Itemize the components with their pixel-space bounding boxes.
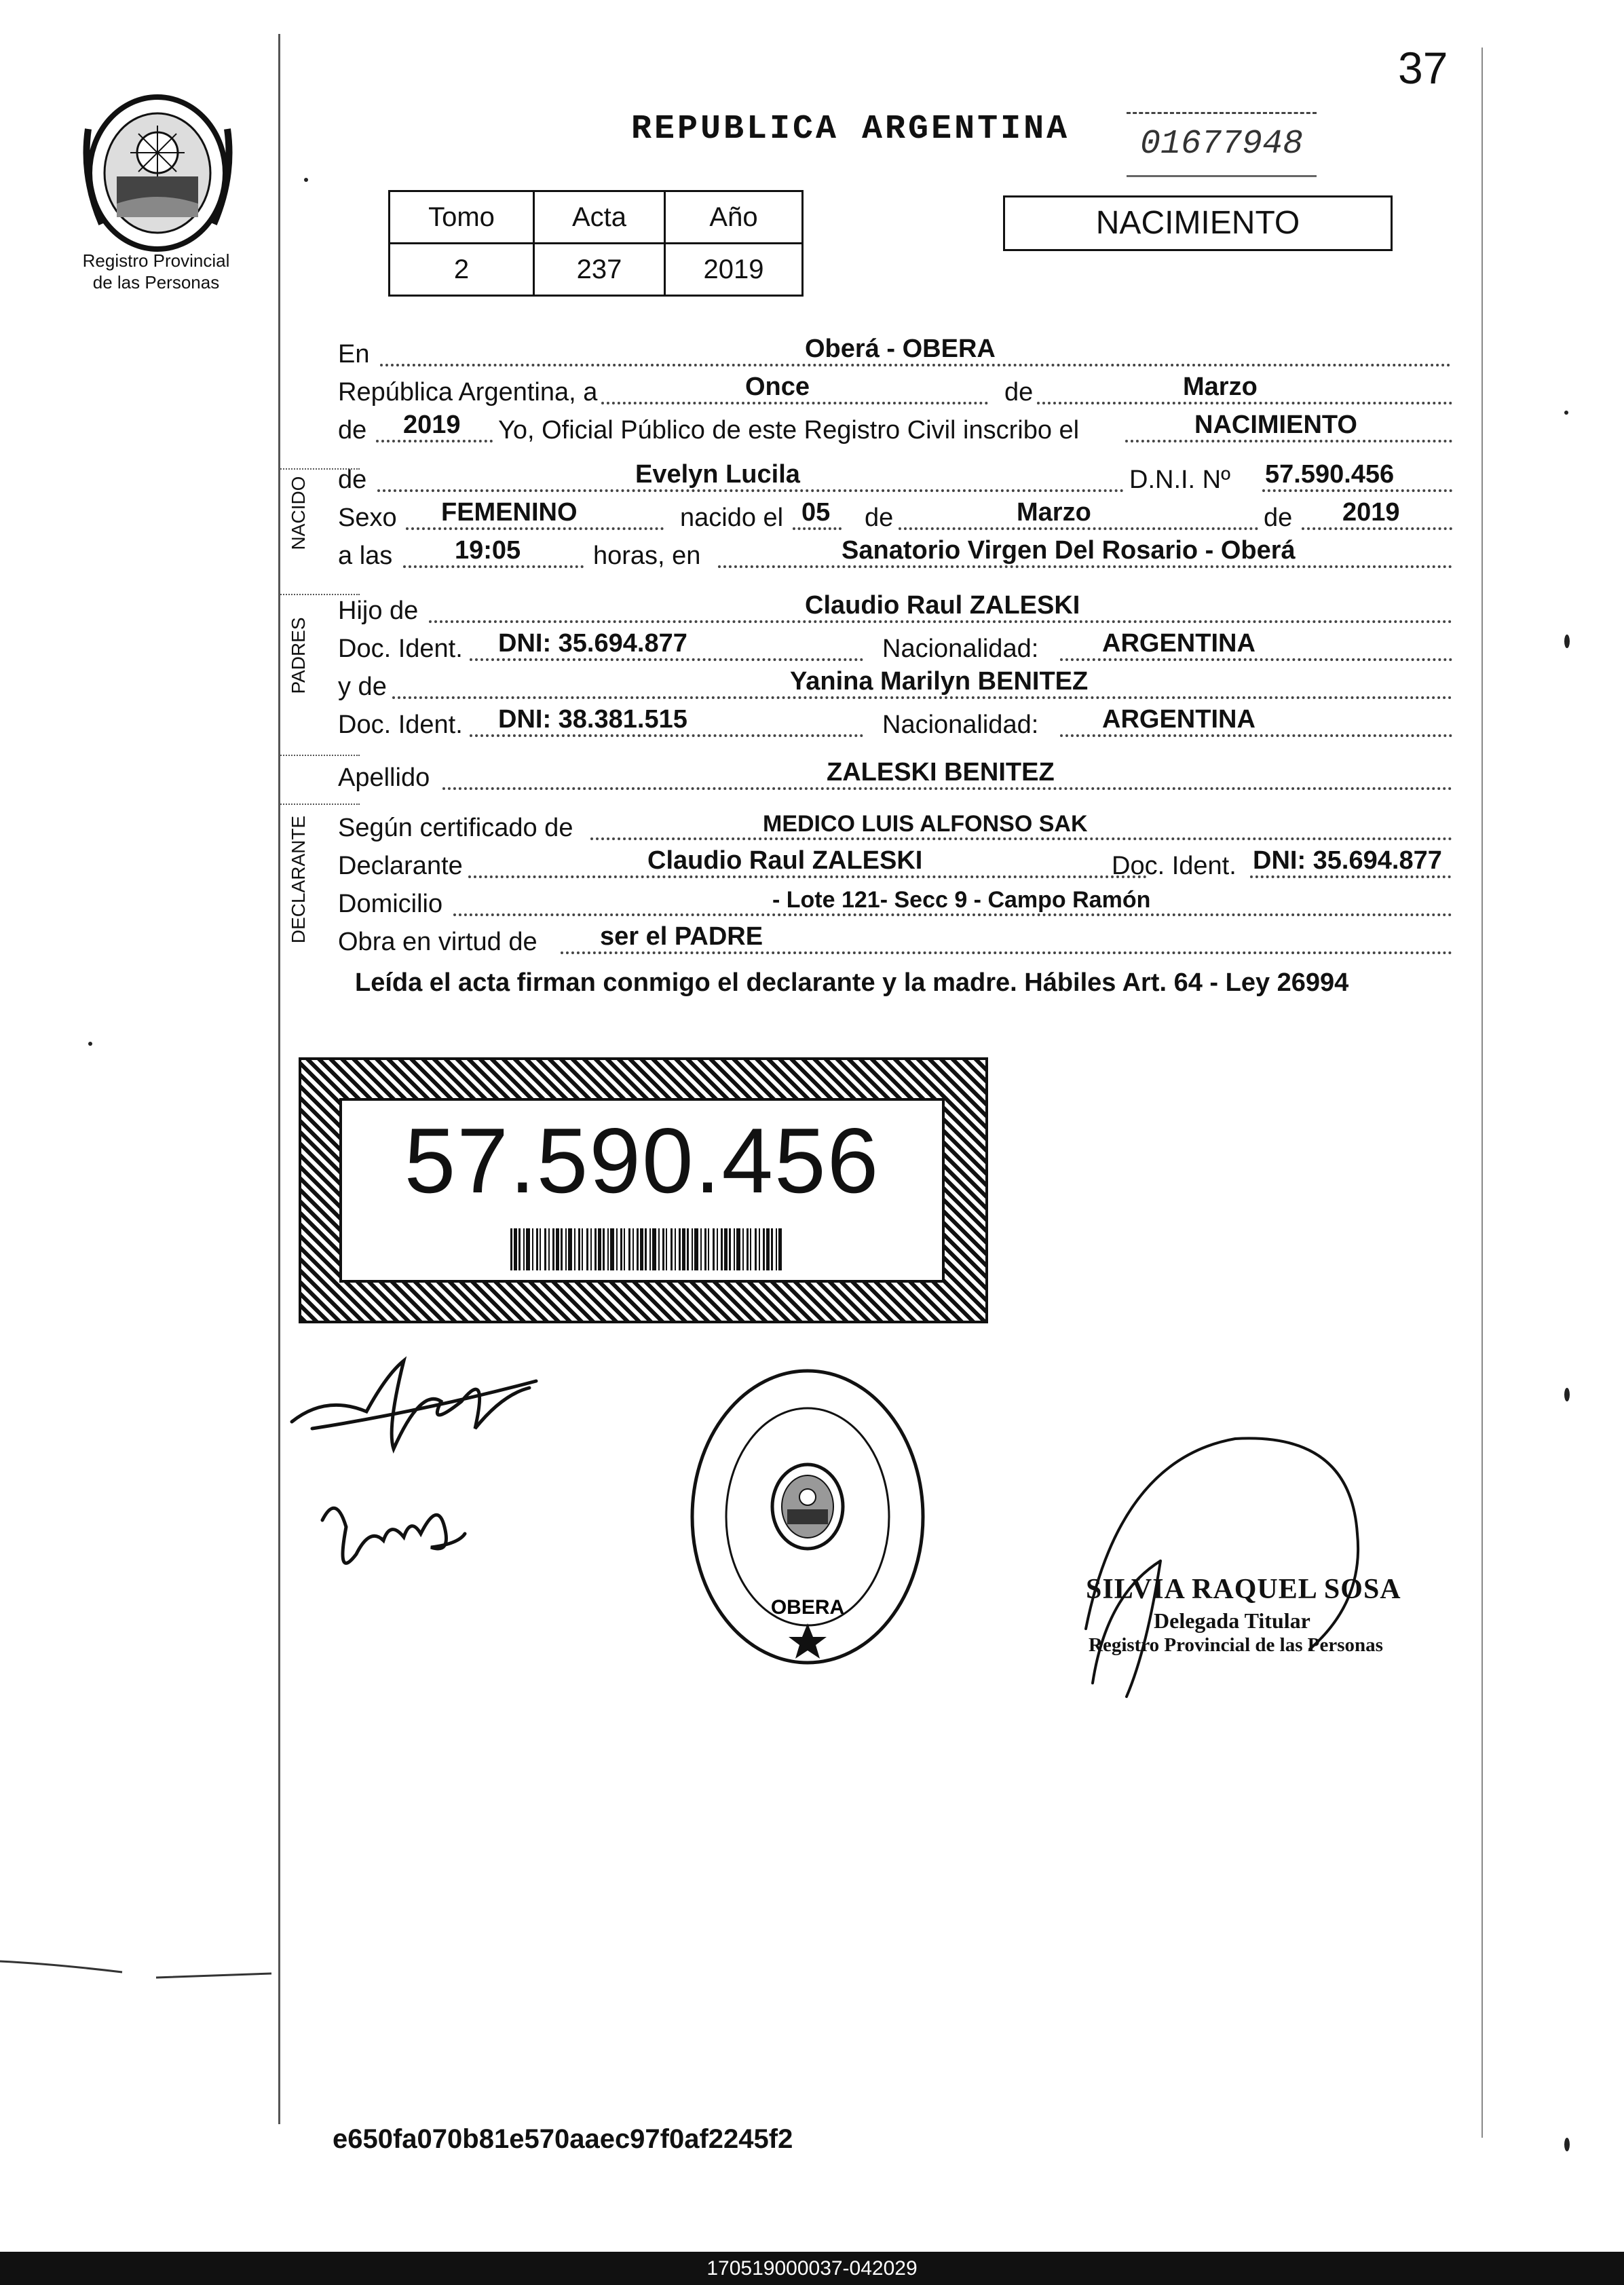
barcode-bar — [582, 1228, 583, 1270]
nacido-label: nacido el — [680, 504, 784, 532]
dotted-line — [899, 527, 1258, 530]
barcode-bar — [518, 1228, 521, 1270]
serial-number: 01677948 — [1127, 112, 1317, 177]
nacionalidad-label: Nacionalidad: — [882, 711, 1039, 739]
barcode-bar — [544, 1228, 546, 1270]
father-nat-value: ARGENTINA — [1102, 629, 1255, 658]
de-label: de — [865, 504, 894, 532]
barcode-bar — [649, 1228, 651, 1270]
barcode-bar — [662, 1228, 664, 1270]
officer-text: Yo, Oficial Público de este Registro Civil inscribo el — [498, 416, 1080, 445]
month-value: Marzo — [1183, 373, 1258, 401]
yde-label: y de — [338, 673, 387, 701]
dotted-line — [601, 402, 988, 404]
dotted-line — [1060, 734, 1452, 737]
misiones-coat-of-arms-logo — [75, 88, 241, 254]
barcode-bar — [574, 1228, 575, 1270]
republic-label: República Argentina, a — [338, 378, 598, 407]
father-doc-value: DNI: 35.694.877 — [498, 629, 687, 658]
barcode-bar — [594, 1228, 597, 1270]
a-las-label: a las — [338, 542, 393, 570]
barcode-bar — [610, 1228, 614, 1270]
row-capacity — [338, 920, 1458, 958]
logo-caption-line-1: Registro Provincial — [82, 250, 230, 271]
day-value: Once — [745, 373, 810, 401]
dotted-line — [403, 565, 584, 568]
barcode-bar — [586, 1228, 588, 1270]
barcode-bar — [568, 1228, 572, 1270]
dotted-line — [453, 913, 1452, 916]
horas-label: horas, en — [593, 542, 701, 570]
dotted-line — [793, 527, 842, 530]
barcode-bar — [742, 1228, 744, 1270]
barcode-bar — [616, 1228, 618, 1270]
mother-doc-value: DNI: 38.381.515 — [498, 705, 687, 734]
barcode-bar — [736, 1228, 740, 1270]
birth-place-value: Sanatorio Virgen Del Rosario - Oberá — [842, 536, 1296, 565]
barcode-bar — [632, 1228, 634, 1270]
barcode-bar — [628, 1228, 630, 1270]
capacity-value: ser el PADRE — [600, 922, 763, 951]
birth-time-value: 19:05 — [455, 536, 521, 565]
barcode-bar — [526, 1228, 530, 1270]
doc-label: Doc. Ident. — [1112, 852, 1236, 880]
dotted-line — [429, 620, 1452, 623]
sexo-label: Sexo — [338, 504, 397, 532]
surname-value: ZALESKI BENITEZ — [827, 758, 1055, 787]
row-sex — [338, 496, 1458, 534]
registry-seal-icon — [685, 1364, 930, 1669]
registry-table — [388, 190, 804, 297]
logo-caption-line-2: de las Personas — [92, 272, 220, 292]
barcode-bar — [598, 1228, 601, 1270]
barcode-bar — [565, 1228, 567, 1270]
dotted-line — [1060, 658, 1452, 661]
barcode-bar — [645, 1228, 647, 1270]
section-padres-label: PADRES — [288, 617, 309, 694]
row-place — [338, 333, 1458, 371]
place-value: Oberá - OBERA — [805, 335, 996, 363]
country-title: REPUBLICA ARGENTINA — [631, 110, 1070, 149]
barcode-bar — [692, 1228, 693, 1270]
apellido-label: Apellido — [338, 763, 430, 792]
obra-label: Obra en virtud de — [338, 928, 537, 956]
seal-city-text: OBERA — [770, 1596, 845, 1619]
tomo-header: Tomo — [390, 191, 534, 244]
barcode-bar — [590, 1228, 592, 1270]
scan-speck — [1564, 635, 1570, 648]
father-name-value: Claudio Raul ZALESKI — [805, 591, 1080, 620]
barcode-bar — [700, 1228, 702, 1270]
barcode-bar — [666, 1228, 667, 1270]
barcode-bar — [721, 1228, 723, 1270]
footer-code-bar: 170519000037-042029 — [0, 2252, 1624, 2285]
row-record — [338, 409, 1458, 447]
signature-declarant-icon — [285, 1347, 543, 1462]
barcode-bar — [658, 1228, 660, 1270]
scan-streak-icon — [0, 1954, 285, 1982]
barcode-bar — [637, 1228, 639, 1270]
doc-label: Doc. Ident. — [338, 635, 463, 663]
barcode-bar — [694, 1228, 698, 1270]
barcode-bar — [747, 1228, 749, 1270]
record-type-box: NACIMIENTO — [1003, 195, 1393, 251]
official-name: SILVIA RAQUEL SOSA — [1086, 1574, 1401, 1605]
en-label: En — [338, 340, 370, 369]
barcode-bar — [675, 1228, 676, 1270]
row-child — [338, 458, 1458, 496]
barcode-bar — [514, 1228, 517, 1270]
dotted-line — [1302, 527, 1452, 530]
dotted-line — [392, 696, 1452, 699]
barcode-bar — [679, 1228, 681, 1270]
dotted-line — [1250, 875, 1451, 878]
row-mother-doc — [338, 703, 1458, 741]
scan-speck — [1564, 411, 1568, 415]
dotted-line — [1125, 440, 1452, 442]
barcode-bar — [561, 1228, 563, 1270]
row-address — [338, 882, 1458, 920]
de-label: de — [1264, 504, 1293, 532]
barcode-bar — [724, 1228, 728, 1270]
barcode-bar — [652, 1228, 656, 1270]
child-name-value: Evelyn Lucila — [635, 460, 800, 489]
dotted-line — [470, 734, 863, 737]
dotted-line — [442, 787, 1452, 790]
barcode-bar — [640, 1228, 643, 1270]
nacionalidad-label: Nacionalidad: — [882, 635, 1039, 663]
left-margin-line — [278, 34, 280, 2124]
birth-day-value: 05 — [801, 498, 831, 527]
barcode-bar — [687, 1228, 689, 1270]
page-number: 37 — [1398, 43, 1448, 93]
signature-official-icon — [1065, 1425, 1405, 1710]
birth-year-value: 2019 — [1342, 498, 1400, 527]
mother-name-value: Yanina Marilyn BENITEZ — [790, 667, 1089, 696]
barcode-bar — [510, 1228, 512, 1270]
dotted-line — [406, 527, 664, 530]
barcode-bar — [755, 1228, 757, 1270]
right-margin-line — [1481, 48, 1483, 2138]
barcode-bar — [523, 1228, 525, 1270]
row-father — [338, 589, 1458, 627]
domicilio-label: Domicilio — [338, 890, 443, 918]
barcode-bar — [603, 1228, 605, 1270]
barcode-bar — [671, 1228, 673, 1270]
row-certifier — [338, 806, 1458, 844]
acta-header: Acta — [534, 191, 665, 244]
section-nacido-label: NACIDO — [288, 476, 309, 550]
scan-speck — [88, 1042, 92, 1046]
dotted-line — [468, 875, 1147, 878]
row-date — [338, 371, 1458, 409]
dotted-line — [376, 440, 493, 442]
barcode-bar — [734, 1228, 735, 1270]
dotted-line — [470, 658, 863, 661]
row-time-place — [338, 534, 1458, 572]
section-declarante-label: DECLARANTE — [288, 815, 309, 944]
sticker-dni-number: 57.590.456 — [404, 1109, 880, 1212]
declarant-value: Claudio Raul ZALESKI — [647, 846, 923, 875]
dotted-line — [1262, 489, 1452, 492]
barcode-bar — [713, 1228, 715, 1270]
de-label: de — [338, 416, 367, 445]
barcode-bar — [778, 1228, 782, 1270]
dotted-line — [380, 364, 1451, 366]
doc-label: Doc. Ident. — [338, 711, 463, 739]
row-father-doc — [338, 627, 1458, 665]
dni-sticker — [299, 1057, 988, 1323]
row-mother — [338, 665, 1458, 703]
de-label: de — [338, 466, 367, 494]
barcode-bar — [540, 1228, 541, 1270]
scan-speck — [1564, 1388, 1570, 1401]
anio-value: 2019 — [665, 244, 803, 296]
dotted-line — [377, 489, 1124, 492]
official-role: Delegada Titular — [1154, 1608, 1310, 1633]
logo-caption — [54, 250, 258, 293]
acta-value: 237 — [534, 244, 665, 296]
dotted-line — [561, 951, 1452, 954]
record-value: NACIMIENTO — [1194, 411, 1357, 439]
barcode-bar — [763, 1228, 765, 1270]
anio-header: Año — [665, 191, 803, 244]
barcode-bar — [776, 1228, 777, 1270]
barcode-bar — [536, 1228, 538, 1270]
official-org: Registro Provincial de las Personas — [1089, 1634, 1383, 1656]
barcode-bar — [532, 1228, 533, 1270]
barcode-bar — [704, 1228, 706, 1270]
declarant-doc-value: DNI: 35.694.877 — [1253, 846, 1442, 875]
barcode-bar — [552, 1228, 554, 1270]
barcode-bar — [578, 1228, 580, 1270]
dni-label: D.N.I. Nº — [1129, 466, 1230, 494]
document-hash: e650fa070b81e570aaec97f0af2245f2 — [333, 2124, 793, 2154]
closing-text: Leída el acta firman conmigo el declarante y la madre. Hábiles Art. 64 - Ley 26994 — [355, 968, 1349, 997]
sticker-inner — [339, 1098, 945, 1283]
certificado-label: Según certificado de — [338, 814, 573, 842]
mother-nat-value: ARGENTINA — [1102, 705, 1255, 734]
barcode-bar — [682, 1228, 685, 1270]
barcode-bar — [607, 1228, 609, 1270]
barcode-bar — [708, 1228, 709, 1270]
sex-value: FEMENINO — [441, 498, 578, 527]
tomo-value: 2 — [390, 244, 534, 296]
declarante-label: Declarante — [338, 852, 463, 880]
certifier-value: MEDICO LUIS ALFONSO SAK — [763, 811, 1088, 837]
scan-speck — [1564, 2138, 1570, 2151]
de-label: de — [1004, 378, 1034, 407]
scan-speck — [304, 178, 308, 182]
barcode-bar — [759, 1228, 760, 1270]
hijo-label: Hijo de — [338, 597, 419, 625]
dotted-line — [718, 565, 1452, 568]
address-value: - Lote 121- Secc 9 - Campo Ramón — [772, 887, 1151, 913]
barcode-bar — [729, 1228, 731, 1270]
dotted-line — [590, 837, 1452, 840]
year-value: 2019 — [403, 411, 461, 439]
barcode-bar — [556, 1228, 559, 1270]
row-surname — [338, 756, 1458, 794]
row-declarant — [338, 844, 1458, 882]
barcode-bar — [620, 1228, 622, 1270]
barcode-bar — [548, 1228, 550, 1270]
barcode-icon — [510, 1228, 782, 1270]
barcode-bar — [750, 1228, 751, 1270]
child-dni-value: 57.590.456 — [1265, 460, 1395, 489]
barcode-bar — [771, 1228, 773, 1270]
barcode-bar — [717, 1228, 718, 1270]
dotted-line — [1037, 402, 1452, 404]
birth-month-value: Marzo — [1017, 498, 1091, 527]
barcode-bar — [766, 1228, 770, 1270]
barcode-bar — [624, 1228, 625, 1270]
signature-mother-icon — [309, 1479, 472, 1581]
